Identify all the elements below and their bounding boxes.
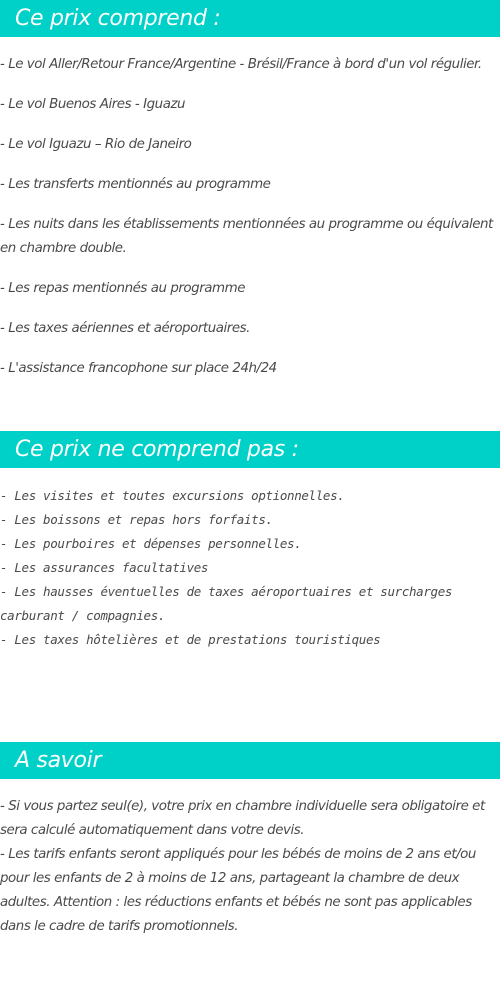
list-item: - L'assistance francophone sur place 24h/24 <box>0 361 277 376</box>
good-to-know-list <box>0 795 500 939</box>
list-item: - Les assurances facultatives <box>0 560 209 575</box>
section-title-included: Ce prix comprend : <box>0 0 500 37</box>
section-title-not-included: Ce prix ne comprend pas : <box>0 431 500 468</box>
not-included-list <box>0 484 500 652</box>
list-item: - Les nuits dans les établissements mentionnées au programme ou équivalent en chambre double. <box>0 217 493 256</box>
list-item: - Le vol Buenos Aires - Iguazu <box>0 97 186 112</box>
section-title-good-to-know: A savoir <box>0 742 500 779</box>
included-list <box>0 53 500 397</box>
list-item: - Les boissons et repas hors forfaits. <box>0 512 273 527</box>
list-item: - Les tarifs enfants seront appliqués pour les bébés de moins de 2 ans et/ou pour les enfants de 2 à moins de 12 ans, partageant la chambre de deux adultes. Attention : les réductions enfants et bébés ne sont pas applicables dans le cadre de tarifs promotionnels. <box>0 847 476 934</box>
list-item: - Le vol Iguazu – Rio de Janeiro <box>0 137 192 152</box>
list-item: - Les pourboires et dépenses personnelles. <box>0 536 302 551</box>
list-item: - Les visites et toutes excursions optionnelles. <box>0 488 345 503</box>
list-item: - Les taxes hôtelières et de prestations touristiques <box>0 632 381 647</box>
list-item: - Les transferts mentionnés au programme <box>0 177 271 192</box>
list-item: - Les taxes aériennes et aéroportuaires. <box>0 321 250 336</box>
list-item: - Les repas mentionnés au programme <box>0 281 246 296</box>
list-item: - Le vol Aller/Retour France/Argentine - Brésil/France à bord d'un vol régulier. <box>0 57 482 72</box>
list-item: - Les hausses éventuelles de taxes aéroportuaires et surcharges carburant / compagnies. <box>0 584 453 623</box>
list-item: - Si vous partez seul(e), votre prix en chambre individuelle sera obligatoire et sera calculé automatiquement dans votre devis. <box>0 799 485 838</box>
